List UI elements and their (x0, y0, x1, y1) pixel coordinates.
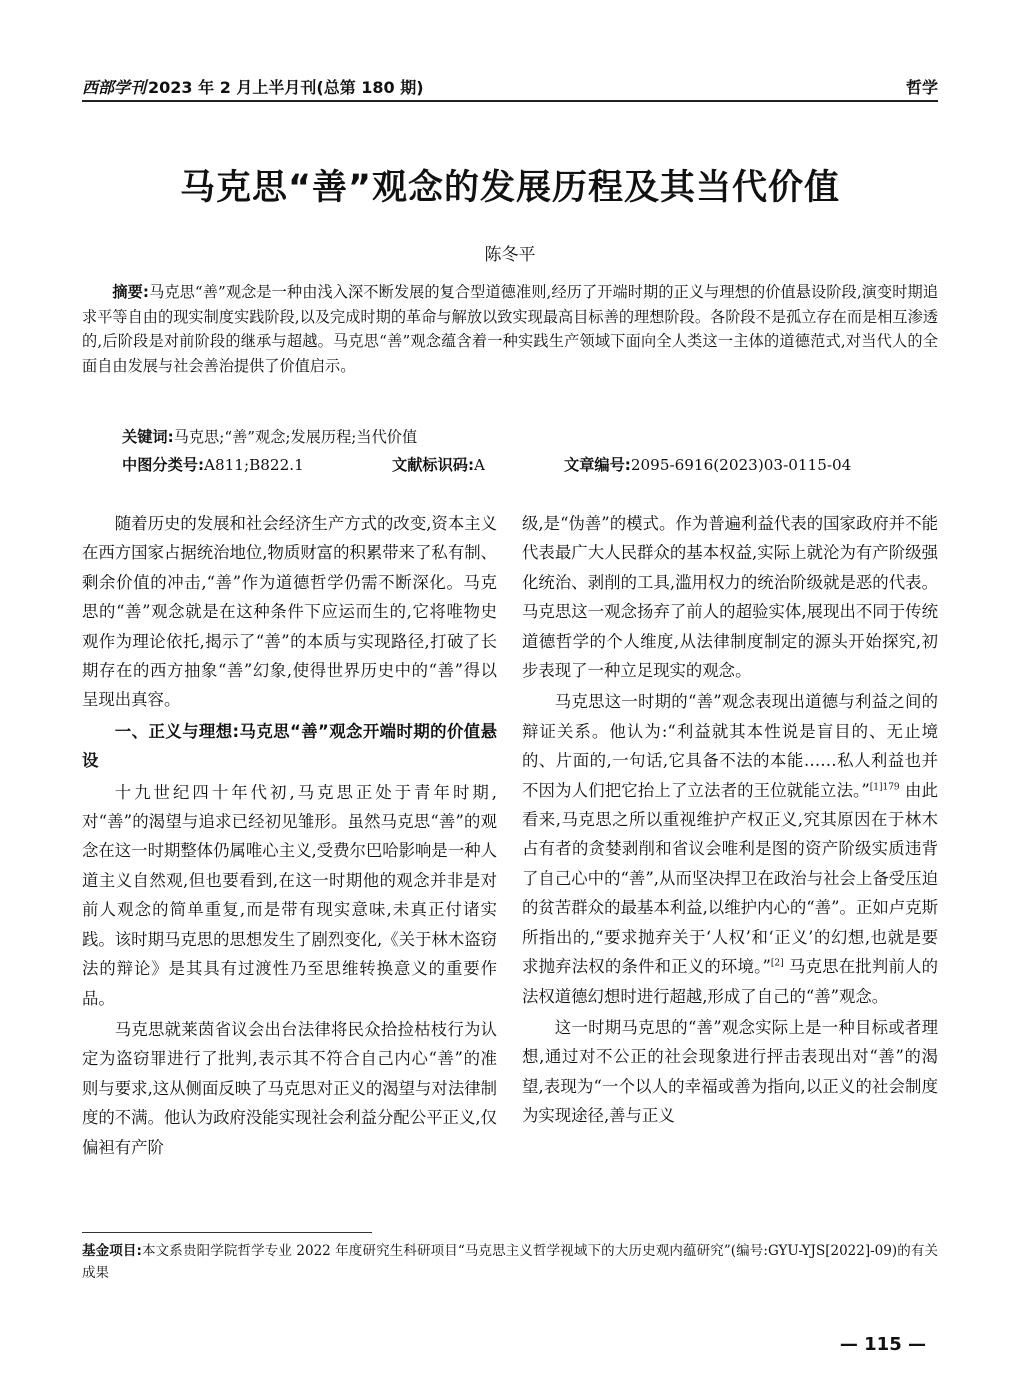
journal-logo: 西部学刊 (82, 78, 147, 97)
section-label: 哲学 (905, 78, 938, 97)
page-number: — 115 — (839, 1334, 926, 1355)
keywords-text: 马克思;“善”观念;发展历程;当代价值 (173, 428, 418, 446)
author-name: 陈冬平 (484, 245, 536, 265)
body-column-right (522, 509, 938, 1133)
funding-label: 基金项目: (82, 1243, 142, 1259)
classification-line (122, 454, 938, 475)
keywords (122, 426, 417, 447)
abstract (82, 280, 938, 378)
keywords-label: 关键词: (122, 428, 174, 446)
body-column-left (82, 509, 497, 1164)
paragraph: 十九世纪四十年代初,马克思正处于青年时期,对“善”的渴望与追求已经初见雏形。虽然马克思“善”的观念在这一时期整体仍属唯心主义,受费尔巴哈影响是一种人道主义自然观,但也要看到,在这一时期他的观念并非是对前人观念的简单重复,而是带有现实意味,未真正付诸实践。该时期马克思的思想发生了剧烈变化,《关于林木盗窃法的辩论》是其具有过渡性乃至思维转换意义的重要作品。 (82, 782, 497, 1008)
article-number: 文章编号:2095-6916(2023)03-0115-04 (564, 456, 852, 474)
section-heading: 一、正义与理想:马克思“善”观念开端时期的价值悬设 (82, 721, 497, 771)
document-code: 文献标识码:A (392, 456, 485, 474)
journal-issue: 西部学刊 2023 年 2 月上半月刊(总第 180 期) (82, 78, 424, 97)
paragraph: 马克思就莱茵省议会出台法律将民众拾捡枯枝行为认定为盗窃罪进行了批判,表示其不符合自己内心“善”的准则与要求,这从侧面反映了马克思对正义的渴望与对法律制度的不满。他认为政府没能实现社会利益分配公平正义,仅偏袒有产阶 (82, 1019, 497, 1157)
citation: [1]179 (869, 782, 900, 793)
abstract-text: 马克思“善”观念是一种由浅入深不断发展的复合型道德准则,经历了开端时期的正义与理想的价值悬设阶段,演变时期追求平等自由的现实制度实践阶段,以及完成时期的革命与解放以致实现最高目标善的理想阶段。各阶段不是孤立存在而是相互渗透的,后阶段是对前阶段的继承与超越。马克思“善”观念蕴含着一种实践生产领域下面向全人类这一主体的道德范式,对当代人的全面自由发展与社会善治提供了价值启示。 (82, 283, 939, 375)
paragraph: 级,是“伪善”的模式。作为普遍利益代表的国家政府并不能代表最广大人民群众的基本权益,实际上就沦为有产阶级强化统治、剥削的工具,滥用权力的统治阶级就是恶的代表。马克思这一观念扬弃了前人的超验实体,展现出不同于传统道德哲学的个人维度,从法律制度制定的源头开始探究,初步表现了一种立足现实的观念。 (522, 514, 938, 681)
abstract-label: 摘要: (112, 283, 150, 301)
footnote-rule (82, 1232, 372, 1233)
clc-code: 中图分类号:A811;B822.1 (122, 456, 304, 474)
paragraph: 随着历史的发展和社会经济生产方式的改变,资本主义在西方国家占据统治地位,物质财富的积累带来了私有制、剩余价值的冲击,“善”作为道德哲学仍需不断深化。马克思的“善”观念就是在这种条件下应运而生的,它将唯物史观作为理论依托,揭示了“善”的本质与实现路径,打破了长期存在的西方抽象“善”幻象,使得世界历史中的“善”得以呈现出真容。 (82, 514, 497, 710)
running-header (82, 72, 938, 98)
funding-text: 本文系贵阳学院哲学专业 2022 年度研究生科研项目“马克思主义哲学视域下的大历史观内蕴研究”(编号:GYU-YJS[2022]-09)的有关成果 (82, 1243, 938, 1281)
citation: [2] (770, 958, 784, 969)
paragraph: 马克思这一时期的“善”观念表现出道德与利益之间的辩证关系。他认为:“利益就其本性说是盲目的、无止境的、片面的,一句话,它具备不法的本能……私人利益也并不因为人们把它抬上了立法者的王位就能立法。”$^{[1]179}$ 由此看来,马克思之所以重视维护产权正义,究其原因在于林木占有者的贪婪剥削和省议会唯利是图的资产阶级实质违背了自己心中的“善”,从而坚决捍卫在政治与社会上备受压迫的贫苦群众的最基本利益,以维护内心的“善”。正如卢克斯所指出的,“要求抛弃关于‘人权’和‘正义’的幻想,也就是要求抛弃法权的条件和正义的环境。”[2] 马克思在批判前人的法权道德幻想时进行超越,形成了自己的“善”观念。 (522, 692, 938, 1006)
header-rule (82, 100, 938, 102)
funding-note (82, 1240, 938, 1284)
article-title: 马克思“善”观念的发展历程及其当代价值 (179, 168, 840, 208)
paragraph: 这一时期马克思的“善”观念实际上是一种目标或者理想,通过对不公正的社会现象进行抨击表现出对“善”的渴望,表现为“一个以人的幸福或善为指向,以正义的社会制度为实现途径,善与正义 (522, 1017, 938, 1126)
